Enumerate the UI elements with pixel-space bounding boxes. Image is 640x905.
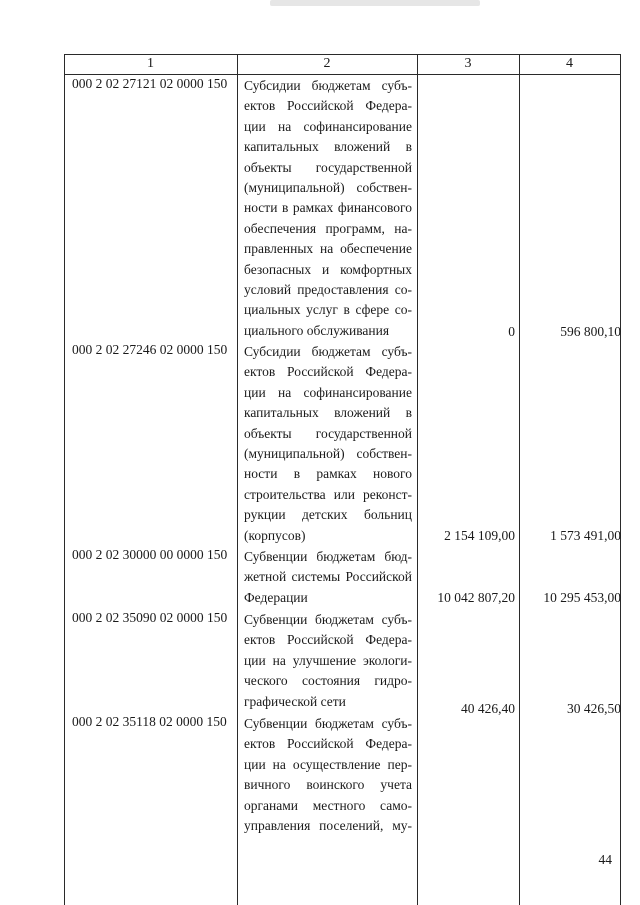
row-value-col4: 596 800,10 <box>560 324 621 339</box>
desc-line: ектов Российской Федера- <box>244 736 412 752</box>
row-description <box>244 547 412 608</box>
row-value-col3: 40 426,40 <box>461 701 515 716</box>
desc-line: объекты государственной <box>244 425 412 441</box>
desc-line: органами местного само- <box>244 797 412 813</box>
column-header-2: 2 <box>323 56 331 71</box>
desc-line: ектов Российской Федера- <box>244 364 412 380</box>
desc-line: Субвенции бюджетам субъ- <box>244 612 412 627</box>
row-code: 000 2 02 27121 02 0000 150 <box>72 76 228 91</box>
desc-line: ческого состояния гидро- <box>244 673 412 689</box>
desc-line: (корпусов) <box>244 527 306 543</box>
row-value-col3: 2 154 109,00 <box>444 528 515 543</box>
desc-line: ности в рамках нового <box>244 466 412 482</box>
row-value-col3: 0 <box>508 324 515 339</box>
desc-line: вичного воинского учета <box>244 777 412 793</box>
desc-line: графической сети <box>244 693 346 709</box>
desc-line: капитальных вложений в <box>244 139 412 155</box>
desc-line: рукции детских больниц <box>244 507 412 523</box>
table-col-divider-2 <box>417 54 418 905</box>
row-value-col4: 1 573 491,00 <box>550 528 621 543</box>
table-header-divider <box>64 74 621 75</box>
row-value-col4: 30 426,50 <box>567 701 621 716</box>
desc-line: ции на улучшение экологи- <box>244 652 412 668</box>
row-description <box>244 342 412 546</box>
desc-line: циального обслуживания <box>244 322 390 338</box>
row-description <box>244 610 412 712</box>
row-description <box>244 714 412 836</box>
row-code: 000 2 02 30000 00 0000 150 <box>72 547 228 562</box>
faded-header-mark <box>270 0 480 6</box>
page-number: 44 <box>598 852 612 867</box>
desc-line: ции на софинансирование <box>244 118 412 134</box>
row-value-col3: 10 042 807,20 <box>437 590 515 605</box>
desc-line: управления поселений, му- <box>244 818 412 834</box>
desc-line: Субвенции бюджетам бюд- <box>244 549 412 564</box>
column-header-4: 4 <box>566 56 573 71</box>
desc-line: условий предоставления со- <box>244 282 412 298</box>
column-header-1: 1 <box>147 56 154 71</box>
desc-line: обеспечения программ, на- <box>244 220 412 236</box>
row-code: 000 2 02 35118 02 0000 150 <box>72 714 227 729</box>
row-value-col4: 10 295 453,00 <box>543 590 621 605</box>
row-code: 000 2 02 35090 02 0000 150 <box>72 610 228 625</box>
desc-line: безопасных и комфортных <box>244 261 412 277</box>
desc-line: ности в рамках финансового <box>244 200 412 216</box>
desc-line: строительства или реконст- <box>244 486 412 502</box>
table-col-divider-3 <box>519 54 520 905</box>
desc-line: жетной системы Российской <box>244 569 412 585</box>
table-col-divider-1 <box>237 54 238 905</box>
table-border-right <box>620 54 621 905</box>
desc-line: циальных услуг в сфере со- <box>244 302 412 318</box>
table-border-left <box>64 54 65 905</box>
desc-line: Субвенции бюджетам субъ- <box>244 716 412 731</box>
desc-line: ектов Российской Федера- <box>244 98 412 114</box>
desc-line: ции на осуществление пер- <box>244 756 412 772</box>
desc-line: Субсидии бюджетам субъ- <box>244 78 412 93</box>
desc-line: (муниципальной) собствен- <box>244 180 412 196</box>
desc-line: капитальных вложений в <box>244 405 412 421</box>
desc-line: объекты государственной <box>244 159 412 175</box>
desc-line: ции на софинансирование <box>244 384 412 400</box>
desc-line: Федерации <box>244 589 308 605</box>
desc-line: (муниципальной) собствен- <box>244 446 412 462</box>
desc-line: Субсидии бюджетам субъ- <box>244 344 412 359</box>
desc-line: правленных на обеспечение <box>244 241 412 257</box>
row-description <box>244 76 412 341</box>
column-header-3: 3 <box>464 56 472 71</box>
budget-table <box>64 54 621 905</box>
desc-line: ектов Российской Федера- <box>244 632 412 648</box>
row-code: 000 2 02 27246 02 0000 150 <box>72 342 228 357</box>
